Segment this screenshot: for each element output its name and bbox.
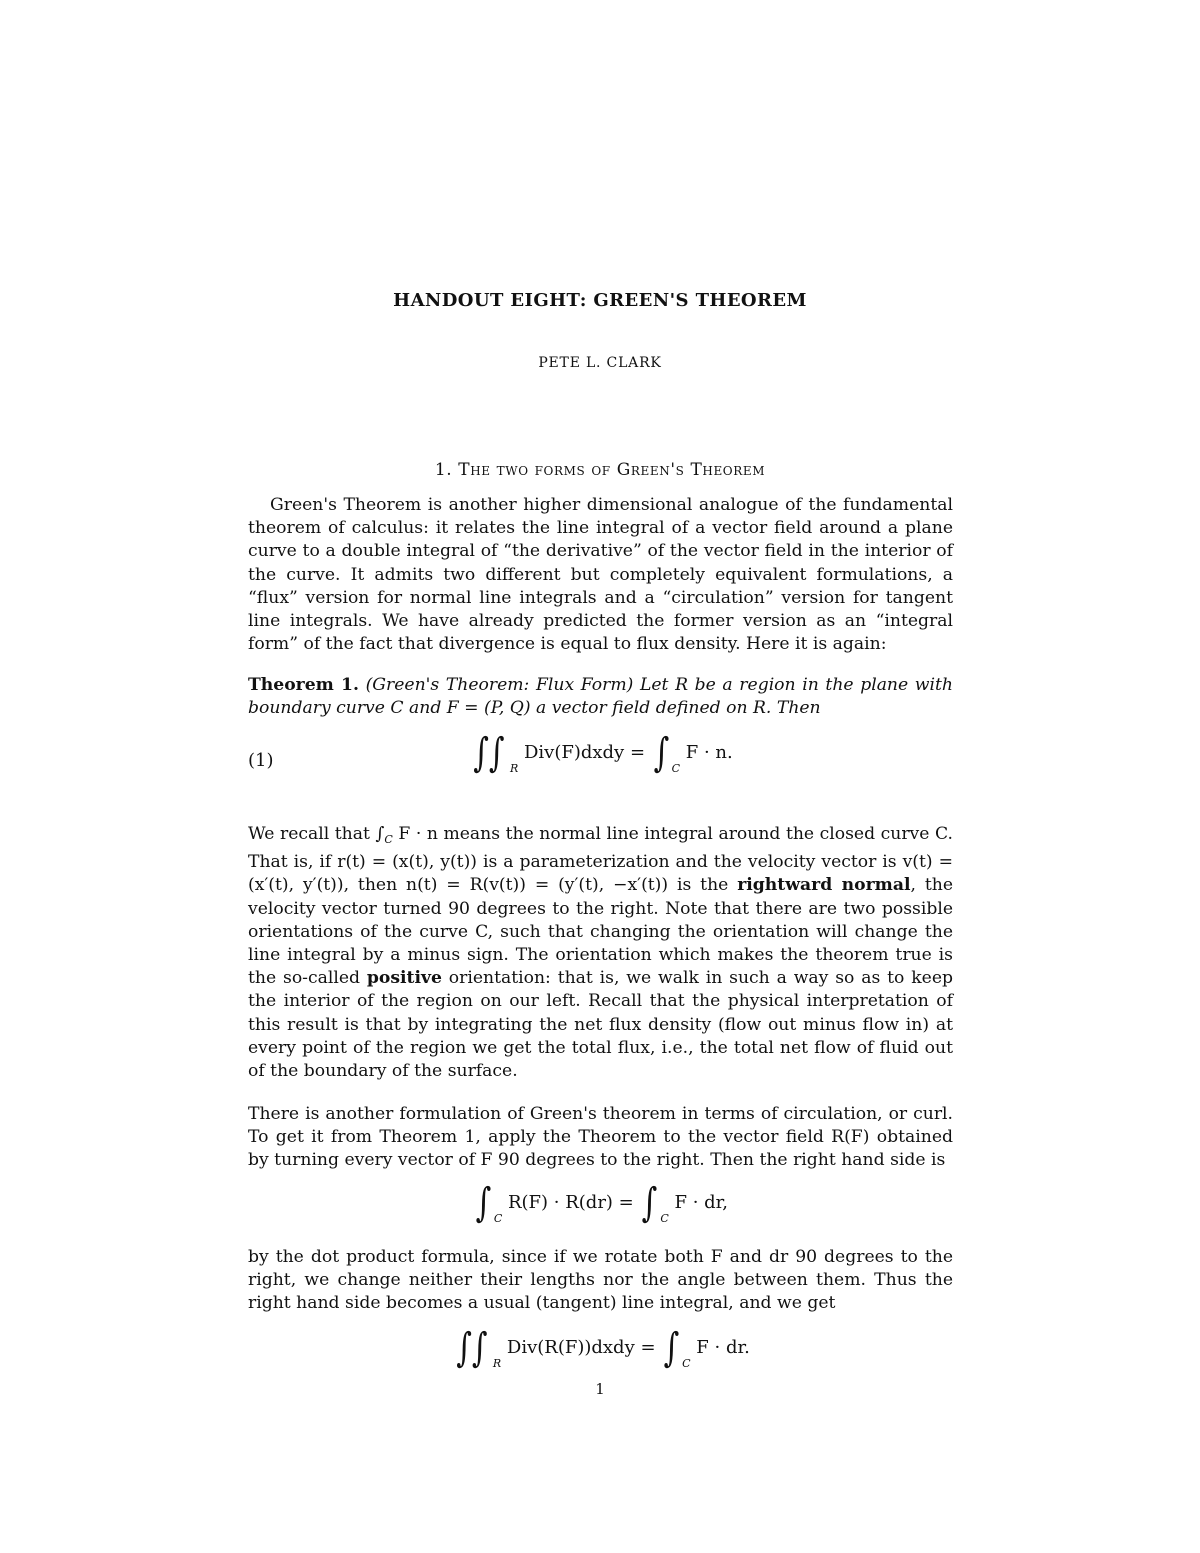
equation-3-body (248, 1325, 953, 1371)
equation-1-body (248, 730, 953, 776)
equation-rhs: F · dr. (696, 1337, 750, 1358)
bold-term: rightward normal (737, 875, 911, 896)
rotation-paragraph: by the dot product formula, since if we rotate both F and dr 90 degrees to the right, we change neither their lengths nor the angle between them. Thus the right hand side becomes a usual (tangent) line integral, and we get (248, 1247, 953, 1314)
integral-subscript: R (509, 762, 519, 775)
integral-subscript: C (682, 1357, 691, 1370)
theorem-body: (Green's Theorem: Flux Form) Let R be a region in the plane with boundary curve C and F = (P, Q) a vector field defined on R. Then (248, 675, 953, 719)
text-fragment: F · n means the normal line integral around the closed curve C. That is, if r(t) = (x(t), y(t)) is a parameterization and the velocity vector is v(t) = (x′(t), y′(t)), then n(t) = R(v(t)) = (y′(t), −x′(t)) is the (248, 824, 953, 896)
integral-subscript: C (660, 1212, 669, 1225)
integral-subscript: R (492, 1357, 502, 1370)
equation-lhs: R(F) · R(dr) = (507, 1192, 634, 1213)
integral-subscript: C (493, 1212, 503, 1225)
equation-1 (248, 730, 953, 790)
normal-paragraph (248, 823, 953, 1083)
integral-sign: ∫ (642, 1180, 658, 1226)
equation-lhs: Div(R(F))dxdy = (506, 1337, 656, 1358)
section-heading: 1. The two forms of Green's Theorem (434, 460, 766, 480)
equation-rhs: F · dr, (674, 1192, 729, 1213)
double-integral-sign: ∫∫ (473, 730, 505, 776)
equation-rhs: F · n. (685, 742, 733, 763)
theorem-block (248, 674, 953, 720)
page-number: 1 (595, 1380, 605, 1398)
equation-number: (1) (248, 750, 274, 771)
document-title: HANDOUT EIGHT: GREEN'S THEOREM (393, 290, 807, 311)
intro-paragraph: Green's Theorem is another higher dimensional analogue of the fundamental theorem of calculus: it relates the line integral of a vector field around a plane curve to a double integral of “the derivative” of the vector field in the interior of the curve. It admits two different but completely equivalent formulations, a “flux” version for normal line integrals and a “circulation” version for tangent line integrals. We have already predicted the former version as an “integral form” of the fact that divergence is equal to flux density. Here it is again: (248, 495, 953, 655)
integral-sign: ∫ (663, 1325, 680, 1371)
double-integral-sign: ∫∫ (456, 1325, 488, 1371)
author-name: PETE L. CLARK (538, 355, 662, 371)
bold-term: positive (366, 968, 442, 989)
normal-paragraph-block (248, 823, 953, 1083)
integral-sign: ∫ (475, 1180, 492, 1226)
text-fragment: orientation: that is, we walk in such a way so as to keep the interior of the region on our left. Recall that the physical interpretation of this result is that by integrating the net flux density (flow out minus flow in) at every point of the region we get the total flux, i.e., the total net flow of fluid out of the boundary of the surface. (248, 968, 953, 1082)
theorem-statement (248, 674, 953, 720)
equation-2-body (248, 1180, 953, 1226)
curl-paragraph-block (248, 1103, 953, 1173)
equation-2 (248, 1180, 953, 1240)
text-fragment: We recall that ∫ (248, 824, 385, 844)
intro-paragraph-block (248, 494, 953, 656)
equation-lhs: Div(F)dxdy = (523, 742, 646, 763)
integral-sign: ∫ (653, 730, 670, 776)
text-fragment: , the velocity vector turned 90 degrees to the right. Note that there are two possible orientations of the curve C, such that changing the orientation will change the line integral by a minus sign. The orientation which makes the theorem true is the so-called (248, 875, 953, 989)
rotation-paragraph-block (248, 1246, 953, 1316)
integral-subscript: C (671, 762, 681, 775)
curl-paragraph: There is another formulation of Green's theorem in terms of circulation, or curl. To get it from Theorem 1, apply the Theorem to the vector field R(F) obtained by turning every vector of F 90 degrees to the right. Then the right hand side is (248, 1104, 953, 1171)
integral-subscript: C (384, 833, 393, 846)
equation-3 (248, 1325, 953, 1385)
theorem-label: Theorem 1. (248, 675, 359, 695)
